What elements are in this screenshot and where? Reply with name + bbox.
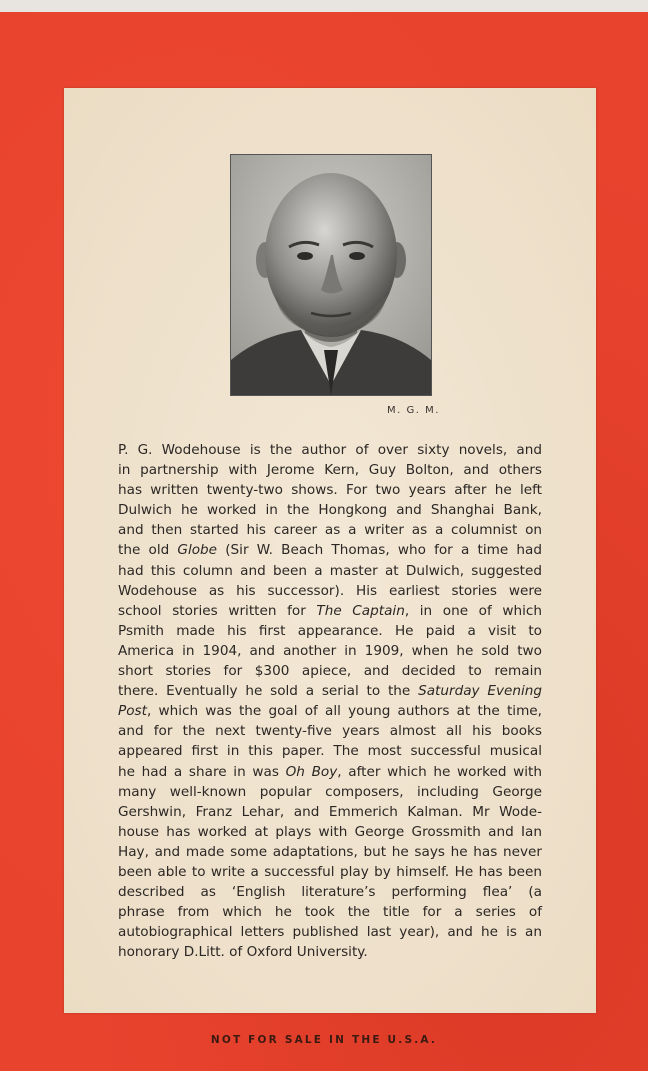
- bio-line: [118, 561, 542, 581]
- bio-line: [118, 601, 542, 621]
- bio-line: [118, 922, 542, 942]
- bio-line: [118, 842, 542, 862]
- bio-text: he had a share in was: [118, 763, 286, 780]
- bio-text: and for the next twenty-five years almost all his books: [118, 723, 542, 740]
- bio-text: short stories for $300 apiece, and decided to remain: [118, 663, 542, 680]
- photo-credit: M. G. M.: [387, 405, 440, 416]
- bio-text: many well-known popular composers, including George: [118, 783, 542, 800]
- bio-text: Wodehouse as his successor). His earliest stories were: [118, 582, 542, 599]
- bio-text: been able to write a successful play by himself. He has been: [118, 863, 542, 880]
- bio-italic-title: Globe: [177, 542, 218, 559]
- bio-italic-title: Post: [118, 703, 147, 720]
- author-portrait: [230, 154, 432, 396]
- bio-italic-title: Oh Boy: [285, 763, 338, 780]
- bio-line: [118, 540, 542, 560]
- bio-line: [118, 822, 542, 842]
- bio-text: the old: [118, 542, 178, 559]
- bio-text: there. Eventually he sold a serial to the: [118, 683, 419, 700]
- bio-text: autobiographical letters published last year), and he is an: [118, 924, 542, 941]
- sale-restriction-notice: NOT FOR SALE IN THE U.S.A.: [210, 1034, 438, 1046]
- bio-text: had this column and been a master at Dulwich, suggested: [118, 562, 542, 579]
- bio-line: [118, 882, 542, 902]
- bio-text: Psmith made his first appearance. He paid a visit to: [118, 622, 542, 639]
- bio-line: [118, 802, 542, 822]
- bio-line: [118, 681, 542, 701]
- bio-line: [118, 902, 542, 922]
- bio-line: [118, 661, 542, 681]
- bio-text: America in 1904, and another in 1909, when he sold two: [118, 642, 542, 659]
- bio-line: [118, 520, 542, 540]
- bio-text: appeared first in this paper. The most successful musical: [118, 743, 542, 760]
- bio-text: , in one of which: [404, 602, 542, 619]
- book-back-cover: [0, 12, 648, 1071]
- bio-text: , which was the goal of all young authors at the time,: [146, 703, 542, 720]
- author-biography: [118, 440, 542, 962]
- bio-text: P. G. Wodehouse is the author of over sixty novels, and: [118, 442, 542, 458]
- bio-line: [118, 862, 542, 882]
- bio-line: [118, 942, 542, 962]
- bio-text: Gershwin, Franz Lehar, and Emmerich Kalman. Mr Wode-: [118, 803, 542, 820]
- bio-line: [118, 621, 542, 641]
- bio-text: and then started his career as a writer as a columnist on: [118, 522, 542, 539]
- bio-line: [118, 460, 542, 480]
- bio-line: [118, 762, 542, 782]
- bio-line: [118, 741, 542, 761]
- bio-line: [118, 701, 542, 721]
- author-photo-image: [231, 155, 431, 395]
- bio-text: Hay, and made some adaptations, but he says he has never: [118, 843, 542, 860]
- bio-text: in partnership with Jerome Kern, Guy Bolton, and others: [118, 462, 542, 479]
- bio-text: described as ‘English literature’s performing flea’ (a: [118, 884, 542, 901]
- bio-line: [118, 721, 542, 741]
- bio-line: [118, 480, 542, 500]
- bio-text: phrase from which he took the title for a series of: [118, 904, 542, 921]
- bio-line: [118, 440, 542, 460]
- bio-italic-title: The Captain: [316, 602, 405, 619]
- bio-text: (Sir W. Beach Thomas, who for a time had: [217, 542, 542, 559]
- bio-text: Dulwich he worked in the Hongkong and Shanghai Bank,: [118, 502, 542, 519]
- bio-line: [118, 641, 542, 661]
- bio-italic-title: Saturday Evening: [418, 683, 542, 700]
- bio-line: [118, 782, 542, 802]
- bio-text: honorary D.Litt. of Oxford University.: [118, 944, 368, 961]
- bio-text: school stories written for: [118, 602, 317, 619]
- cream-text-panel: [64, 88, 596, 1013]
- bio-line: [118, 581, 542, 601]
- bio-text: has written twenty-two shows. For two years after he left: [118, 482, 542, 499]
- bio-line: [118, 500, 542, 520]
- bio-text: house has worked at plays with George Grossmith and Ian: [118, 823, 542, 840]
- bio-text: , after which he worked with: [337, 763, 542, 780]
